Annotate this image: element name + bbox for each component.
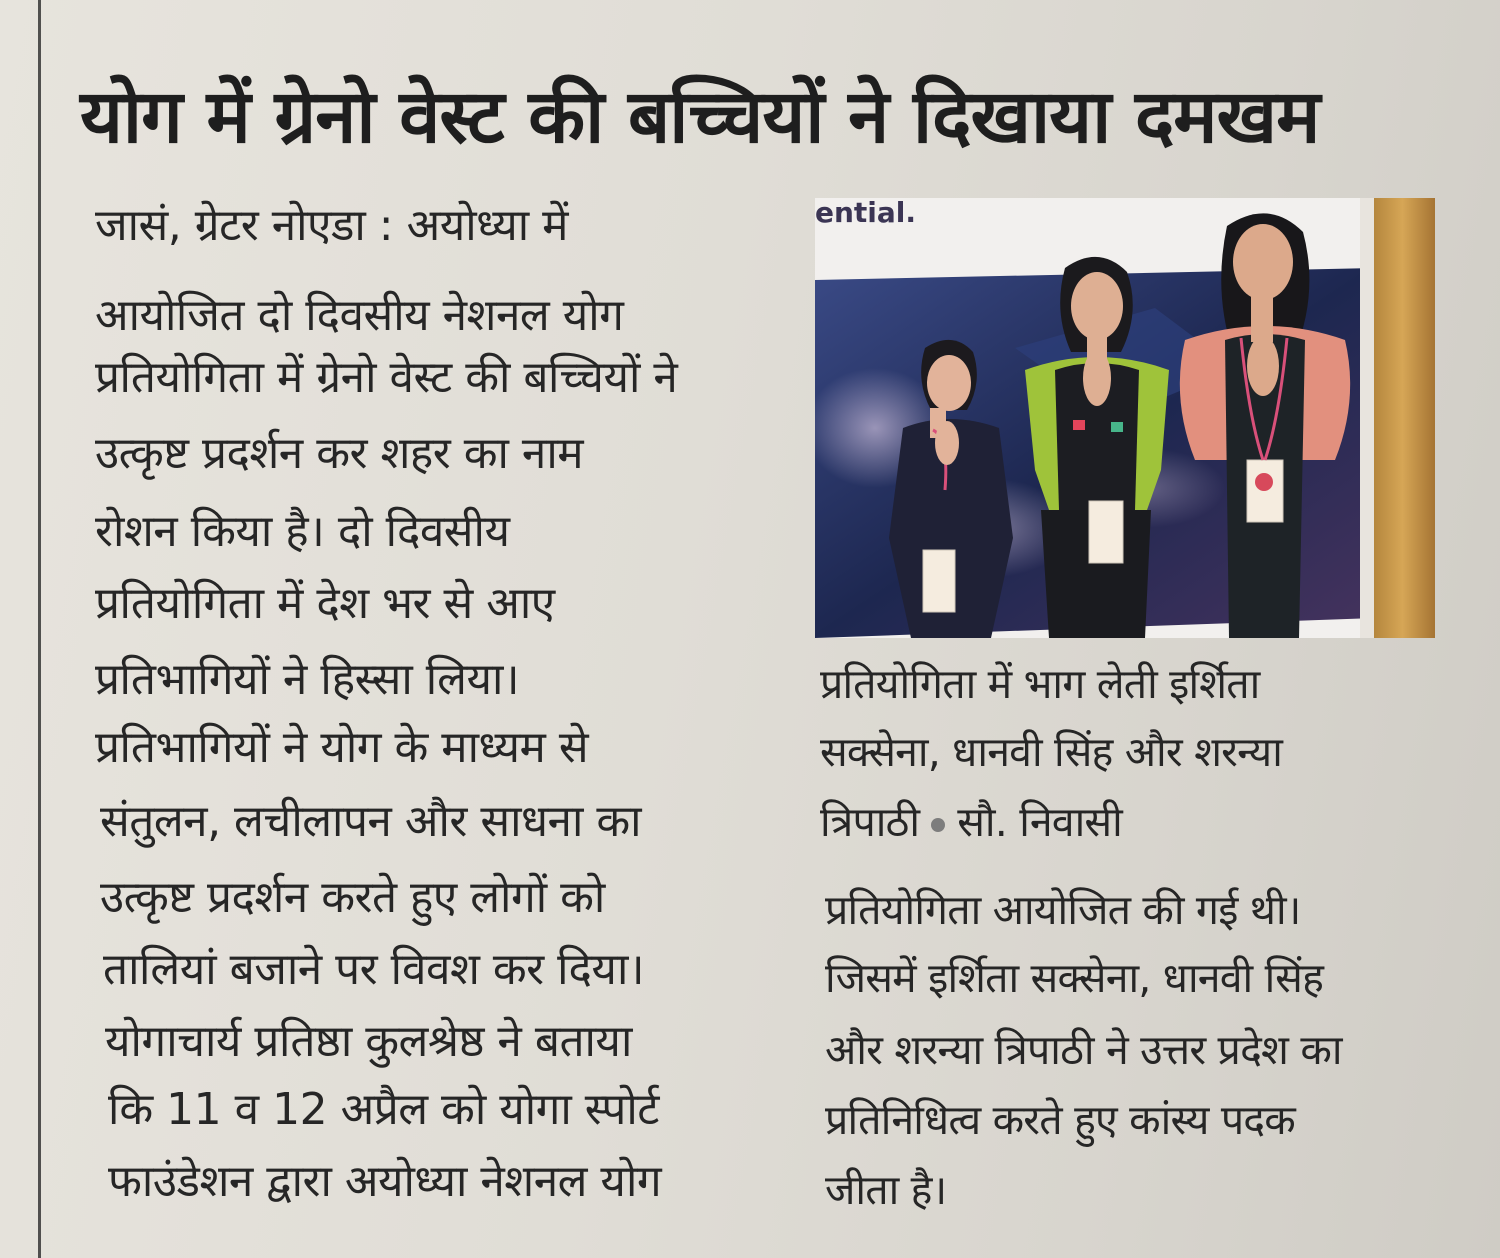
caption-line: सक्सेना, धानवी सिंह और शरन्या bbox=[820, 728, 1283, 776]
body-line: योगाचार्य प्रतिष्ठा कुलश्रेष्ठ ने बताया bbox=[105, 1016, 632, 1067]
caption-line: प्रतियोगिता में भाग लेती इर्शिता bbox=[820, 660, 1260, 708]
wooden-pillar bbox=[1370, 198, 1435, 638]
body-line: और शरन्या त्रिपाठी ने उत्तर प्रदेश का bbox=[825, 1026, 1342, 1074]
article-photo bbox=[815, 198, 1435, 638]
body-line: आयोजित दो दिवसीय नेशनल योग bbox=[95, 290, 624, 341]
body-line: जिसमें इर्शिता सक्सेना, धानवी सिंह bbox=[825, 954, 1324, 1002]
photo-illustration bbox=[815, 198, 1435, 638]
body-line: प्रतियोगिता में देश भर से आए bbox=[95, 578, 555, 629]
body-line: जीता है। bbox=[825, 1166, 947, 1214]
body-line: जासं, ग्रेटर नोएडा : अयोध्या में bbox=[95, 200, 568, 251]
body-line: प्रतियोगिता में ग्रेनो वेस्ट की बच्चियों ने bbox=[95, 352, 678, 403]
body-line: रोशन किया है। दो दिवसीय bbox=[95, 506, 510, 557]
body-line: प्रतियोगिता आयोजित की गई थी। bbox=[825, 886, 1301, 934]
backdrop-text: ential. bbox=[815, 198, 917, 229]
body-line: तालियां बजाने पर विवश कर दिया। bbox=[103, 944, 645, 995]
body-line: संतुलन, लचीलापन और साधना का bbox=[100, 796, 642, 847]
headline: योग में ग्रेनो वेस्ट की बच्चियों ने दिखाया दमखम bbox=[80, 74, 1320, 160]
photo-credit: सौ. निवासी bbox=[957, 798, 1122, 846]
body-line: प्रतिनिधित्व करते हुए कांस्य पदक bbox=[825, 1096, 1295, 1144]
body-line: उत्कृष्ट प्रदर्शन कर शहर का नाम bbox=[95, 428, 584, 479]
body-line: कि 11 व 12 अप्रैल को योगा स्पोर्ट bbox=[108, 1084, 659, 1135]
body-line: फाउंडेशन द्वारा अयोध्या नेशनल योग bbox=[108, 1156, 662, 1207]
backdrop-lettering bbox=[815, 198, 1435, 238]
caption-last-line: त्रिपाठी bbox=[820, 798, 920, 846]
column-rule bbox=[38, 0, 41, 1258]
caption-credit-line bbox=[820, 792, 1122, 852]
body-line: प्रतिभागियों ने योग के माध्यम से bbox=[95, 722, 589, 773]
bullet-icon bbox=[931, 818, 945, 832]
body-line: प्रतिभागियों ने हिस्सा लिया। bbox=[95, 654, 520, 705]
body-line: उत्कृष्ट प्रदर्शन करते हुए लोगों को bbox=[100, 872, 605, 923]
